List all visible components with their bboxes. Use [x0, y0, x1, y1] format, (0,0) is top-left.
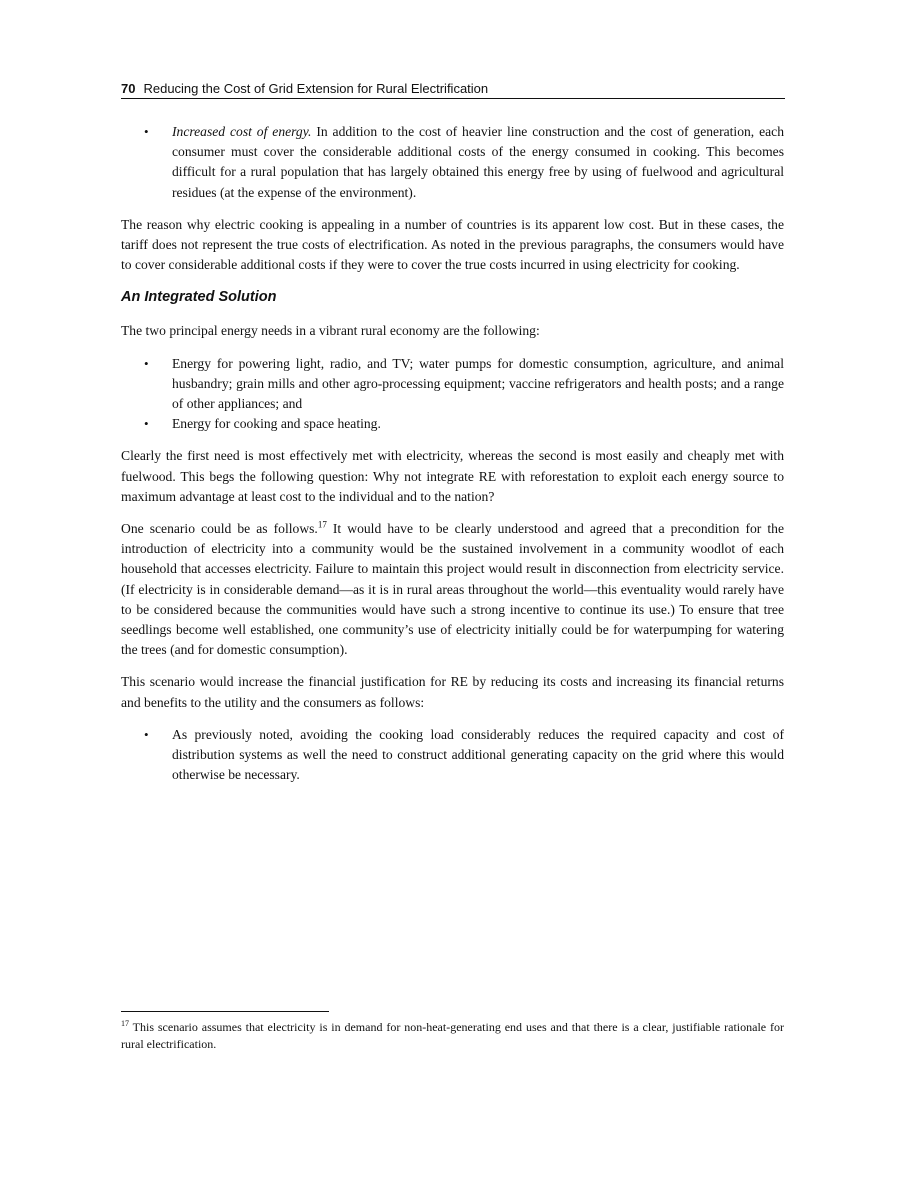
running-title: Reducing the Cost of Grid Extension for Rural Electrification: [143, 81, 489, 96]
list-item: [121, 354, 784, 415]
footnote: [121, 1019, 784, 1053]
list-item: [121, 725, 784, 786]
scenario-text-rest: It would have to be clearly understood and agreed that a precondition for the introduction of electricity into a community would be the sustained involvement in a community woodlot of each household that accesses electricity. Failure to maintain this project would result in disconnection from electricity service. (If electricity is in considerable demand—as it is in rural areas throughout the world—this eventuality would rarely have to be considered because the communities would have such a strong incentive to continue its use.) To ensure that tree seedlings become well established, one community’s use of electricity initially could be for waterpumping for watering the trees (and for domestic consumption).: [121, 521, 784, 658]
item-text: Energy for cooking and space heating.: [172, 416, 381, 432]
bullet-icon: •: [144, 726, 149, 742]
item-lead-italic: Increased cost of energy.: [172, 124, 312, 139]
page-number: 70: [121, 81, 136, 96]
bullet-list-benefits: [121, 725, 784, 786]
bullet-list-costs: [121, 122, 784, 203]
paragraph-reason: The reason why electric cooking is appealing in a number of countries is its apparent low cost. But in these cases, the tariff does not represent the true costs of electrification. As noted in the previous paragraphs, the consumers would have to cover considerable additional costs if they were to cover the true costs incurred in using electricity for cooking.: [121, 216, 784, 273]
body-text: [121, 122, 784, 797]
paragraph-clearly: Clearly the first need is most effectively met with electricity, whereas the second is most easily and cheaply met with fuelwood. This begs the following question: Why not integrate RE with reforestation to exploit each energy source to maximum advantage at least cost to the individual and to the nation?: [121, 448, 784, 504]
footnote-divider: [121, 1011, 329, 1012]
bullet-icon: •: [144, 124, 149, 139]
bullet-icon: •: [144, 355, 149, 371]
footnote-reference[interactable]: 17: [317, 519, 327, 530]
paragraph-needs: The two principal energy needs in a vibrant rural economy are the following:: [121, 323, 540, 339]
footnote-text: This scenario assumes that electricity is in demand for non-heat-generating end uses and that there is a clear, justifiable rationale for rural electrification.: [121, 1020, 784, 1051]
scenario-text-start: One scenario could be as follows.: [121, 521, 318, 537]
section-heading: An Integrated Solution: [121, 289, 277, 306]
item-text: As previously noted, avoiding the cooking load considerably reduces the required capacity and cost of distribution systems as well the need to construct additional generating capacity on the grid where this would otherwise be necessary.: [172, 726, 784, 783]
footnote-marker: 17: [121, 1019, 129, 1028]
running-header: [121, 80, 785, 99]
paragraph-scenario: [121, 519, 784, 660]
list-item: [121, 122, 784, 203]
bullet-icon: •: [144, 416, 149, 432]
item-text: Energy for powering light, radio, and TV; water pumps for domestic consumption, agriculture, and animal husbandry; grain mills and other agro-processing equipment; vaccine refrigerators and health posts; and a range of other appliances; and: [172, 355, 784, 412]
list-item: [121, 414, 784, 434]
paragraph-increase: This scenario would increase the financial justification for RE by reducing its costs and increasing its financial returns and benefits to the utility and the consumers as follows:: [121, 674, 784, 710]
item-text: In addition to the cost of heavier line construction and the cost of generation, each consumer must cover the considerable additional costs of the energy consumed in cooking. This becomes difficult for a rural population that has largely obtained this energy free by using of fuelwood and agricultural residues (at the expense of the environment).: [172, 124, 784, 200]
bullet-list-needs: [121, 354, 784, 435]
